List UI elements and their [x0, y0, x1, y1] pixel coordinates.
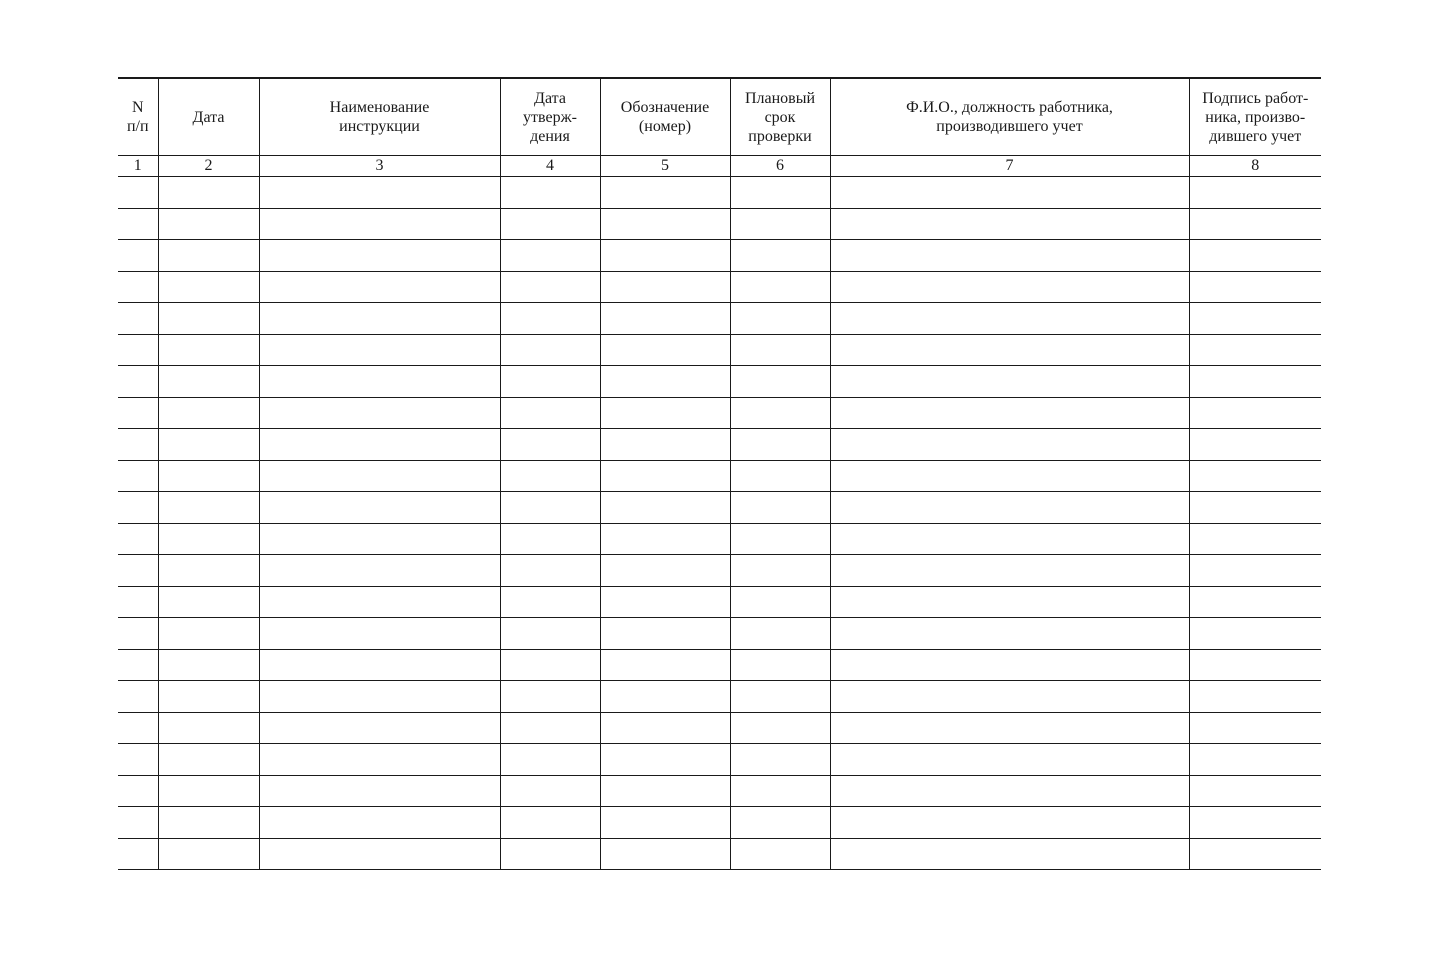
table-row: [118, 492, 1321, 524]
column-number: 1: [118, 156, 158, 177]
table-cell: [830, 649, 1189, 681]
table-cell: [1189, 586, 1321, 618]
table-cell: [118, 334, 158, 366]
table-cell: [500, 649, 600, 681]
table-cell: [500, 460, 600, 492]
table-cell: [259, 712, 500, 744]
table-cell: [1189, 303, 1321, 335]
table-cell: [1189, 492, 1321, 524]
table-cell: [1189, 807, 1321, 839]
table-row: [118, 208, 1321, 240]
table-cell: [1189, 523, 1321, 555]
table-cell: [500, 177, 600, 209]
table-cell: [500, 618, 600, 650]
table-cell: [118, 744, 158, 776]
table-cell: [1189, 366, 1321, 398]
column-header-review-date: Плановый срок проверки: [730, 78, 830, 156]
table-cell: [730, 429, 830, 461]
table-cell: [500, 838, 600, 870]
table-cell: [158, 712, 259, 744]
table-cell: [118, 492, 158, 524]
table-cell: [600, 744, 730, 776]
table-cell: [118, 586, 158, 618]
table-cell: [730, 397, 830, 429]
table-cell: [158, 586, 259, 618]
table-cell: [259, 366, 500, 398]
table-row: [118, 838, 1321, 870]
table-cell: [830, 492, 1189, 524]
table-row: [118, 460, 1321, 492]
table-cell: [730, 177, 830, 209]
table-row: [118, 681, 1321, 713]
column-number: 4: [500, 156, 600, 177]
column-number: 2: [158, 156, 259, 177]
table-cell: [830, 429, 1189, 461]
table-cell: [830, 334, 1189, 366]
table-cell: [259, 271, 500, 303]
table-row: [118, 397, 1321, 429]
table-cell: [500, 775, 600, 807]
table-cell: [730, 775, 830, 807]
table-cell: [730, 492, 830, 524]
table-row: [118, 712, 1321, 744]
table-row: [118, 303, 1321, 335]
table-cell: [730, 744, 830, 776]
table-cell: [830, 271, 1189, 303]
table-cell: [1189, 775, 1321, 807]
table-cell: [500, 492, 600, 524]
table-cell: [1189, 271, 1321, 303]
table-cell: [118, 240, 158, 272]
table-cell: [1189, 712, 1321, 744]
table-cell: [1189, 681, 1321, 713]
table-cell: [259, 492, 500, 524]
table-cell: [600, 649, 730, 681]
table-cell: [1189, 460, 1321, 492]
table-cell: [259, 240, 500, 272]
table-cell: [1189, 177, 1321, 209]
table-row: [118, 555, 1321, 587]
table-cell: [730, 586, 830, 618]
column-header-signature: Подпись работ- ника, произво- дившего учет: [1189, 78, 1321, 156]
table-cell: [118, 397, 158, 429]
table-cell: [600, 208, 730, 240]
table-cell: [259, 586, 500, 618]
table-cell: [158, 775, 259, 807]
table-cell: [730, 271, 830, 303]
table-row: [118, 775, 1321, 807]
table-cell: [500, 397, 600, 429]
table-row: [118, 586, 1321, 618]
table-cell: [830, 397, 1189, 429]
table-cell: [259, 838, 500, 870]
table-cell: [730, 681, 830, 713]
table-cell: [259, 681, 500, 713]
table-cell: [600, 271, 730, 303]
table-cell: [730, 523, 830, 555]
table-cell: [158, 807, 259, 839]
table-cell: [118, 775, 158, 807]
column-header-approval-date: Дата утверж- дения: [500, 78, 600, 156]
table-cell: [830, 712, 1189, 744]
table-cell: [600, 838, 730, 870]
table-cell: [1189, 334, 1321, 366]
table-cell: [730, 838, 830, 870]
instruction-register-table: [118, 77, 1321, 870]
table-cell: [830, 366, 1189, 398]
table-cell: [830, 240, 1189, 272]
table-cell: [500, 271, 600, 303]
table-cell: [1189, 649, 1321, 681]
table-cell: [600, 586, 730, 618]
table-cell: [500, 523, 600, 555]
table-cell: [830, 807, 1189, 839]
table-cell: [118, 303, 158, 335]
table-cell: [600, 807, 730, 839]
table-cell: [158, 523, 259, 555]
table-row: [118, 240, 1321, 272]
table-cell: [730, 366, 830, 398]
table-cell: [830, 681, 1189, 713]
table-row: [118, 429, 1321, 461]
table-cell: [730, 649, 830, 681]
table-cell: [500, 555, 600, 587]
column-number-row: [118, 156, 1321, 177]
table-row: [118, 177, 1321, 209]
table-cell: [830, 586, 1189, 618]
table-row: [118, 523, 1321, 555]
table-cell: [730, 460, 830, 492]
table-cell: [259, 618, 500, 650]
table-cell: [118, 429, 158, 461]
table-cell: [259, 334, 500, 366]
table-cell: [500, 681, 600, 713]
table-cell: [1189, 838, 1321, 870]
table-row: [118, 618, 1321, 650]
table-cell: [118, 807, 158, 839]
table-cell: [259, 744, 500, 776]
table-cell: [730, 618, 830, 650]
table-cell: [600, 397, 730, 429]
table-cell: [259, 460, 500, 492]
table-cell: [500, 429, 600, 461]
column-header-date: Дата: [158, 78, 259, 156]
table-cell: [1189, 240, 1321, 272]
table-cell: [259, 523, 500, 555]
table-cell: [118, 618, 158, 650]
table-cell: [830, 208, 1189, 240]
table-cell: [730, 208, 830, 240]
table-cell: [259, 555, 500, 587]
table-cell: [158, 240, 259, 272]
table-cell: [1189, 208, 1321, 240]
table-cell: [158, 334, 259, 366]
table-cell: [158, 303, 259, 335]
table-cell: [158, 649, 259, 681]
table-cell: [600, 334, 730, 366]
table-cell: [259, 429, 500, 461]
table-cell: [118, 649, 158, 681]
table-cell: [830, 838, 1189, 870]
table-cell: [118, 681, 158, 713]
table-cell: [118, 555, 158, 587]
table-cell: [600, 303, 730, 335]
table-cell: [500, 807, 600, 839]
column-number: 3: [259, 156, 500, 177]
table-cell: [1189, 618, 1321, 650]
table-cell: [1189, 555, 1321, 587]
table-cell: [158, 681, 259, 713]
table-cell: [600, 366, 730, 398]
table-cell: [1189, 397, 1321, 429]
table-cell: [158, 555, 259, 587]
column-header-designation: Обозначение (номер): [600, 78, 730, 156]
table-cell: [158, 460, 259, 492]
table-cell: [600, 429, 730, 461]
table-cell: [158, 838, 259, 870]
table-cell: [830, 460, 1189, 492]
table-cell: [259, 649, 500, 681]
table-cell: [830, 555, 1189, 587]
column-header-index: N п/п: [118, 78, 158, 156]
table-cell: [600, 775, 730, 807]
table-cell: [158, 492, 259, 524]
table-cell: [500, 586, 600, 618]
table-cell: [118, 523, 158, 555]
table-cell: [118, 271, 158, 303]
table-row: [118, 334, 1321, 366]
table-cell: [830, 303, 1189, 335]
table-cell: [158, 366, 259, 398]
table-cell: [158, 744, 259, 776]
table-cell: [118, 838, 158, 870]
table-cell: [500, 208, 600, 240]
column-header-employee: Ф.И.О., должность работника, производившего учет: [830, 78, 1189, 156]
table-cell: [600, 460, 730, 492]
table-cell: [600, 555, 730, 587]
table-cell: [830, 177, 1189, 209]
table-cell: [259, 397, 500, 429]
table-row: [118, 807, 1321, 839]
table-cell: [158, 177, 259, 209]
table-body: [118, 177, 1321, 870]
table-cell: [600, 523, 730, 555]
table-cell: [600, 240, 730, 272]
table-cell: [158, 271, 259, 303]
table-row: [118, 649, 1321, 681]
table-cell: [730, 303, 830, 335]
table-cell: [118, 177, 158, 209]
table-cell: [830, 618, 1189, 650]
table-cell: [259, 807, 500, 839]
table-cell: [1189, 744, 1321, 776]
table-cell: [158, 618, 259, 650]
table-cell: [730, 555, 830, 587]
table-cell: [730, 334, 830, 366]
table-cell: [259, 177, 500, 209]
table-cell: [259, 208, 500, 240]
table-cell: [500, 744, 600, 776]
table-cell: [600, 177, 730, 209]
column-number: 7: [830, 156, 1189, 177]
table-cell: [118, 366, 158, 398]
table-cell: [500, 712, 600, 744]
table-cell: [830, 775, 1189, 807]
table-cell: [830, 523, 1189, 555]
table-cell: [730, 240, 830, 272]
table-cell: [158, 429, 259, 461]
column-header-row: [118, 78, 1321, 156]
table-cell: [600, 681, 730, 713]
table-row: [118, 744, 1321, 776]
table-cell: [118, 460, 158, 492]
table-cell: [600, 618, 730, 650]
table-row: [118, 366, 1321, 398]
column-number: 5: [600, 156, 730, 177]
column-number: 8: [1189, 156, 1321, 177]
table-cell: [830, 744, 1189, 776]
table-cell: [500, 240, 600, 272]
table-cell: [118, 208, 158, 240]
table-cell: [600, 492, 730, 524]
table-cell: [500, 334, 600, 366]
table-cell: [600, 712, 730, 744]
table-cell: [259, 303, 500, 335]
table-cell: [158, 397, 259, 429]
table-cell: [500, 366, 600, 398]
table-cell: [259, 775, 500, 807]
table-cell: [158, 208, 259, 240]
column-number: 6: [730, 156, 830, 177]
table-row: [118, 271, 1321, 303]
table-cell: [500, 303, 600, 335]
table-cell: [118, 712, 158, 744]
table-cell: [1189, 429, 1321, 461]
table-cell: [730, 807, 830, 839]
table-cell: [730, 712, 830, 744]
column-header-instruction-name: Наименование инструкции: [259, 78, 500, 156]
